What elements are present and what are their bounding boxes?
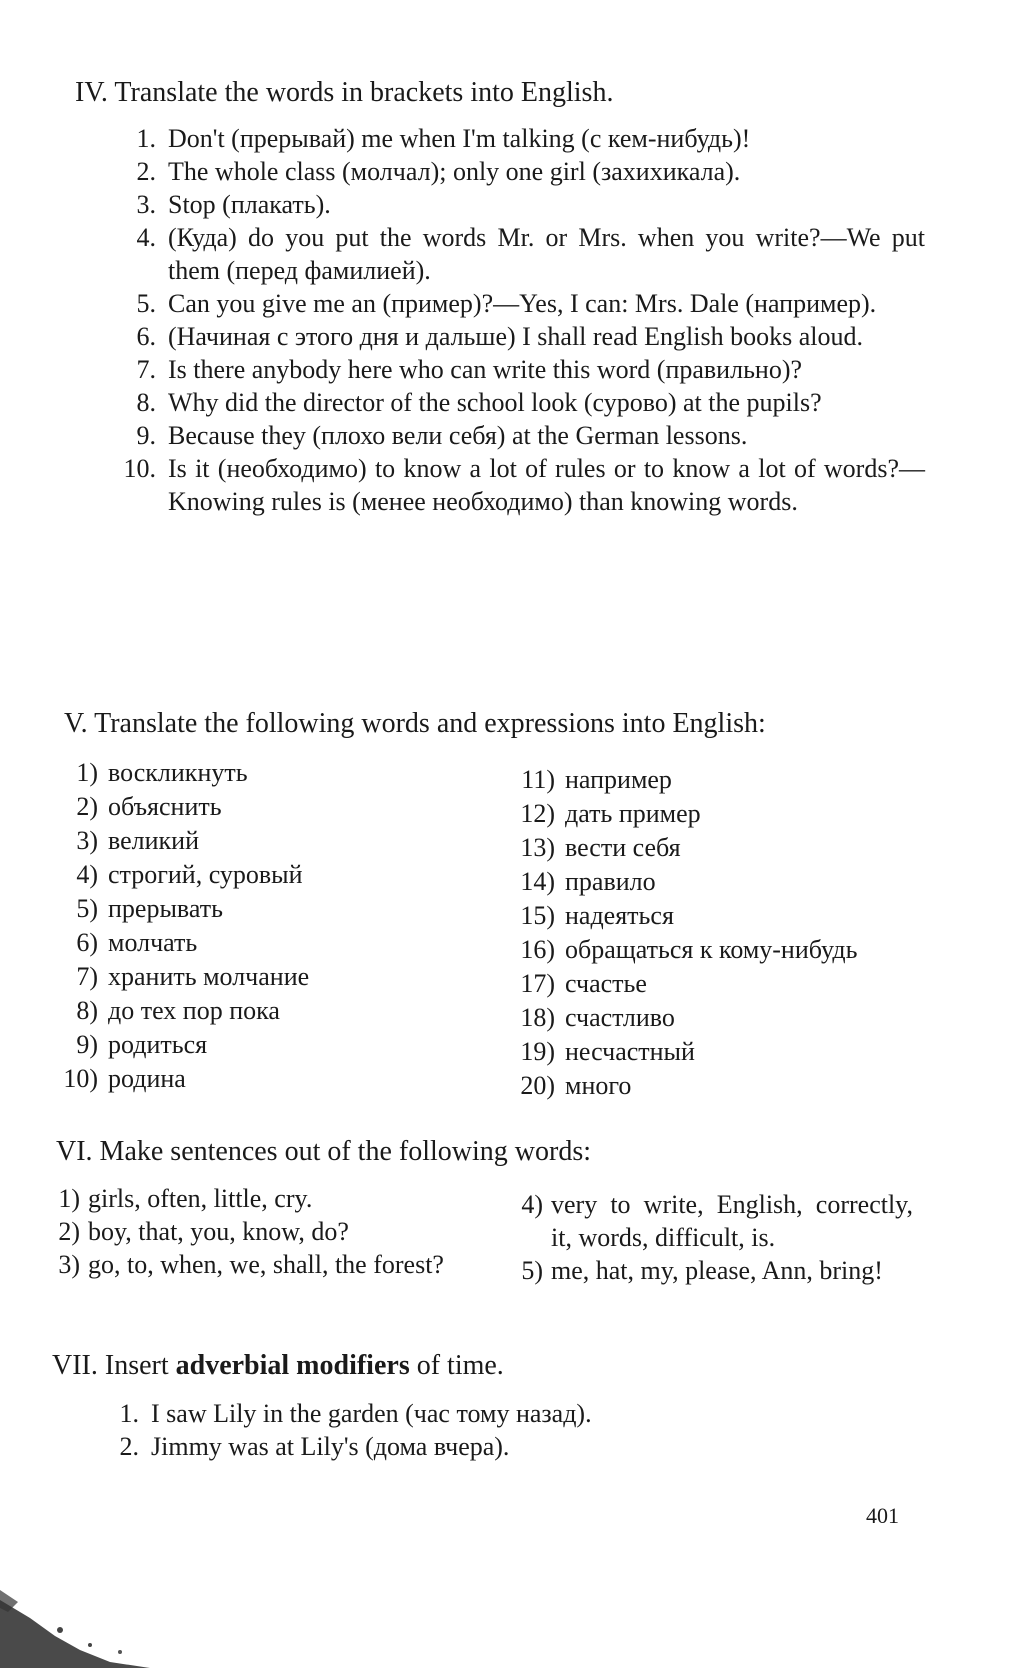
list-item: 10) родина	[63, 1064, 186, 1093]
list-item: 16) обращаться к кому-нибудь	[520, 935, 858, 964]
list-item: 13) вести себя	[520, 833, 681, 862]
scan-smudge	[0, 1590, 150, 1668]
list-item: 9. Because they (плохо вели себя) at the German lessons.	[136, 421, 748, 450]
list-item: 3) великий	[76, 826, 200, 855]
section-v-right-column	[505, 763, 857, 1103]
list-item: 20) много	[520, 1071, 632, 1100]
list-item: 5) me, hat, my, please, Ann, bring!	[521, 1256, 883, 1285]
list-item: 10. Is it (необходимо) to know a lot of rules or to know a lot of words?—Knowing rules is (менее необходимо) than knowing words.	[123, 454, 925, 516]
list-item: 4) строгий, суровый	[76, 860, 303, 889]
list-item: 2) объяснить	[76, 792, 222, 821]
section-v-heading: V. Translate the following words and expressions into English:	[64, 708, 766, 739]
list-item: 4) very to write, English, correctly, it, words, difficult, is.	[521, 1190, 913, 1252]
list-item: 11) например	[521, 765, 672, 794]
list-item: 19) несчастный	[520, 1037, 695, 1066]
section-v-left-column	[48, 756, 309, 1096]
list-item: 17) счастье	[520, 969, 647, 998]
list-item: 3) go, to, when, we, shall, the forest?	[58, 1250, 444, 1279]
list-item: 5) прерывать	[76, 894, 223, 923]
list-item: 18) счастливо	[520, 1003, 675, 1032]
list-item: 3. Stop (плакать).	[136, 190, 331, 219]
heading-emphasis: adverbial modifiers	[175, 1350, 410, 1381]
section-vi-left-column	[52, 1182, 450, 1281]
section-vii-list	[105, 1397, 905, 1463]
list-item: 14) правило	[520, 867, 656, 896]
list-item: 2) boy, that, you, know, do?	[58, 1217, 349, 1246]
list-item: 8) до тех пор пока	[76, 996, 280, 1025]
list-item: 1) воскликнуть	[76, 758, 248, 787]
section-iv-heading: IV. Translate the words in brackets into English.	[75, 77, 614, 108]
section-vi-right-column	[515, 1188, 913, 1287]
list-item: 1) girls, often, little, cry.	[58, 1184, 313, 1213]
page-number: 401	[866, 1503, 899, 1528]
section-iv-list	[122, 122, 925, 518]
list-item: 2. The whole class (молчал); only one girl (захихикала).	[136, 157, 741, 186]
list-item: 7. Is there anybody here who can write this word (правильно)?	[136, 355, 803, 384]
list-item: 1. I saw Lily in the garden (час тому назад).	[119, 1399, 592, 1428]
list-item: 15) надеяться	[520, 901, 674, 930]
list-item: 6. (Начиная с этого дня и дальше) I shall read English books aloud.	[136, 322, 863, 351]
list-item: 12) дать пример	[520, 799, 701, 828]
list-item: 9) родиться	[76, 1030, 208, 1059]
list-item: 5. Can you give me an (пример)?—Yes, I can: Mrs. Dale (например).	[136, 289, 877, 318]
list-item: 1. Don't (прерывай) me when I'm talking (с кем-нибудь)!	[136, 124, 751, 153]
list-item: 8. Why did the director of the school look (сурово) at the pupils?	[136, 388, 822, 417]
list-item: 7) хранить молчание	[76, 962, 310, 991]
section-vi-heading: VI. Make sentences out of the following words:	[56, 1136, 591, 1167]
list-item: 4. (Куда) do you put the words Mr. or Mrs. when you write?—We put them (перед фамилией).	[136, 223, 925, 285]
list-item: 6) молчать	[76, 928, 198, 957]
section-vii-heading: VII. Insert adverbial modifiers of time.	[52, 1350, 504, 1381]
list-item: 2. Jimmy was at Lily's (дома вчера).	[119, 1432, 510, 1461]
